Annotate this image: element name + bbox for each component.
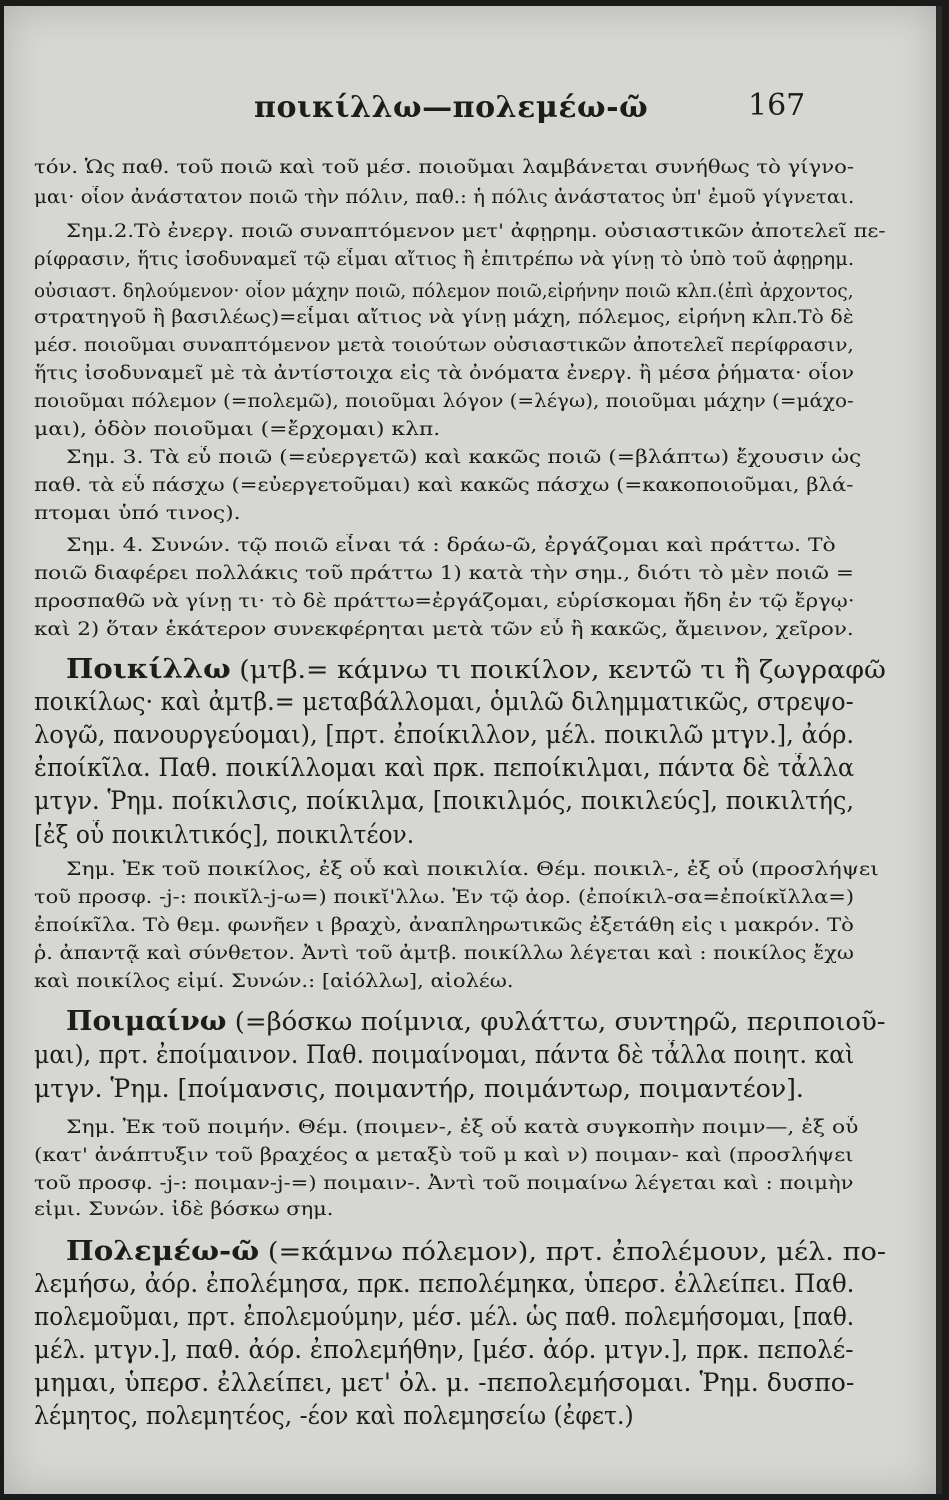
text-line: Σημ. 3. Τὰ εὖ ποιῶ (=εὐεργετῶ) καὶ κακῶς ποιῶ (=βλάπτω) ἔχουσιν ὡς — [66, 446, 862, 468]
dictionary-page — [4, 6, 942, 1494]
text-line: μαι· οἷον ἀνάστατον ποιῶ τὴν πόλιν, παθ.: ἡ πόλις ἀνάστατος ὑπ' ἐμοῦ γίγνεται. — [34, 186, 855, 208]
text-line: ποικίλως· καὶ ἀμτβ.= μεταβάλλομαι, ὁμιλῶ διλημματικῶς, στρεψο- — [34, 687, 854, 716]
entry-definition: (=βόσκω ποίμνια, φυλάττω, συντηρῶ, περιποιοῦ- — [226, 1007, 886, 1036]
text-line — [66, 1236, 886, 1267]
text-line: [ἐξ οὗ ποικιλτικός], ποικιλτέον. — [34, 820, 415, 849]
text-line: μαι), πρτ. ἐποίμαινον. Παθ. ποιμαίνομαι, πάντα δὲ τἆλλα ποιητ. καὶ — [34, 1040, 855, 1069]
text-line: οὐσιαστ. δηλούμενον· οἷον μάχην ποιῶ, πόλεμον ποιῶ,εἰρήνην ποιῶ κλπ.(ἐπὶ ἀρχοντος, — [34, 280, 854, 302]
text-line: τοῦ προσφ. -j-: ποικῐλ-j-ω=) ποικῐ'λλω. Ἐν τῷ ἀορ. (ἐποίκιλ-σα=ἐποίκῐλλα=) — [34, 886, 855, 908]
entry-headword: Ποιμαίνω — [66, 1006, 227, 1037]
text-line: μημαι, ὑπερσ. ἐλλείπει, μετ' ὀλ. μ. -πεπολεμήσομαι. Ῥημ. δυσπο- — [34, 1368, 855, 1397]
text-line: Σημ. 4. Συνών. τῷ ποιῶ εἶναι τά : δράω-ῶ, ἐργάζομαι καὶ πράττω. Τὸ — [66, 534, 836, 556]
text-line: (κατ' ἀνάπτυξιν τοῦ βραχέος α μεταξὺ τοῦ μ καὶ ν) ποιμαν- καὶ (προσλήψει — [34, 1144, 854, 1166]
page-number: 167 — [748, 88, 806, 123]
text-line: μέλ. μτγν.], παθ. ἀόρ. ἐπολεμήθην, [μέσ. ἀόρ. μτγν.], πρκ. πεπολέ- — [34, 1335, 854, 1364]
text-line: ἐποίκῖλα. Τὸ θεμ. φωνῆεν ι βραχὺ, ἀναπληρωτικῶς ἐξετάθη εἰς ι μακρόν. Τὸ — [34, 914, 854, 936]
text-line: πολεμοῦμαι, πρτ. ἐπολεμούμην, μέσ. μέλ. ὡς παθ. πολεμήσομαι, [παθ. — [34, 1302, 855, 1331]
text-line: πτομαι ὑπό τινος). — [34, 502, 241, 524]
text-line: λέμητος, πολεμητέος, -έον καὶ πολεμησείω (ἐφετ.) — [34, 1401, 634, 1430]
text-line: Σημ. Ἐκ τοῦ ποιμήν. Θέμ. (ποιμεν-, ἐξ οὗ κατὰ συγκοπὴν ποιμν—, ἐξ οὗ — [66, 1116, 859, 1138]
text-line: ἐποίκῖλα. Παθ. ποικίλλομαι καὶ πρκ. πεποίκιλμαι, πάντα δὲ τἆλλα — [34, 753, 855, 782]
text-line: ρίφρασιν, ἥτις ἰσοδυναμεῖ τῷ εἶμαι αἴτιος ἢ ἐπιτρέπω νὰ γίνῃ τὸ ὑπὸ τοῦ ἀφῃρημ. — [34, 248, 855, 270]
text-line: ποιῶ διαφέρει πολλάκις τοῦ πράττω 1) κατὰ τὴν σημ., διότι τὸ μὲν ποιῶ = — [34, 562, 854, 584]
text-line: Σημ.2.Τὸ ἐνεργ. ποιῶ συναπτόμενον μετ' ἀφῃρημ. οὐσιαστικῶν ἀποτελεῖ πε- — [66, 220, 886, 242]
text-line: ῥ. ἀπαντᾷ καὶ σύνθετον. Ἀντὶ τοῦ ἀμτβ. ποικίλλω λέγεται καὶ : ποικίλος ἔχω — [34, 942, 854, 964]
text-line: καὶ 2) ὅταν ἑκάτερον συνεκφέρηται μετὰ τῶν εὖ ἢ κακῶς, ἄμεινον, χεῖρον. — [34, 618, 854, 640]
text-line: Σημ. Ἐκ τοῦ ποικίλος, ἐξ οὗ καὶ ποικιλία. Θέμ. ποικιλ-, ἐξ οὗ (προσλήψει — [66, 858, 879, 880]
text-line — [66, 654, 886, 685]
text-line: ποιοῦμαι πόλεμον (=πολεμῶ), ποιοῦμαι λόγον (=λέγω), ποιοῦμαι μάχην (=μάχο- — [34, 390, 854, 412]
text-line: ἥτις ἰσοδυναμεῖ μὲ τὰ ἀντίστοιχα εἰς τὰ ὀνόματα ἐνεργ. ἢ μέσα ῥήματα· οἷον — [34, 362, 855, 384]
text-line — [66, 1006, 886, 1037]
running-header: ποικίλλω—πολεμέω-ῶ — [254, 90, 649, 125]
text-line: μτγν. Ῥημ. ποίκιλσις, ποίκιλμα, [ποικιλμός, ποικιλεύς], ποικιλτής, — [34, 786, 855, 815]
text-line: μτγν. Ῥημ. [ποίμανσις, ποιμαντήρ, ποιμάντωρ, ποιμαντέον]. — [34, 1074, 804, 1103]
text-line: εἰμι. Συνών. ἰδὲ βόσκω σημ. — [34, 1198, 334, 1220]
text-line: λεμήσω, ἀόρ. ἐπολέμησα, πρκ. πεπολέμηκα, ὑπερσ. ἐλλείπει. Παθ. — [34, 1269, 855, 1298]
entry-definition: (μτβ.= κάμνω τι ποικίλον, κεντῶ τι ἢ ζωγραφῶ — [230, 655, 886, 684]
text-line: λογῶ, πανουργεύομαι), [πρτ. ἐποίκιλλον, μέλ. ποικιλῶ μτγν.], ἀόρ. — [34, 720, 855, 749]
text-line: τοῦ προσφ. -j-: ποιμαν-j-=) ποιμαιν-. Ἀντὶ τοῦ ποιμαίνω λέγεται καὶ : ποιμὴν — [34, 1172, 854, 1194]
text-line: τόν. Ὡς παθ. τοῦ ποιῶ καὶ τοῦ μέσ. ποιοῦμαι λαμβάνεται συνήθως τὸ γίγνο- — [34, 156, 854, 178]
text-line: μέσ. ποιοῦμαι συναπτόμενον μετὰ τοιούτων οὐσιαστικῶν ἀποτελεῖ περίφρασιν, — [34, 334, 854, 356]
text-line: παθ. τὰ εὖ πάσχω (=εὐεργετοῦμαι) καὶ κακῶς πάσχω (=κακοποιοῦμαι, βλά- — [34, 474, 854, 496]
text-line: μαι), ὁδὸν ποιοῦμαι (=ἔρχομαι) κλπ. — [34, 418, 441, 440]
text-line: στρατηγοῦ ἢ βασιλέως)=εἶμαι αἴτιος νὰ γίνῃ μάχη, πόλεμος, εἰρήνη κλπ.Τὸ δὲ — [34, 306, 854, 328]
entry-definition: (=κάμνω πόλεμον), πρτ. ἐπολέμουν, μέλ. πο- — [259, 1237, 887, 1266]
entry-headword: Πολεμέω-ῶ — [66, 1236, 260, 1267]
text-line: προσπαθῶ νὰ γίνῃ τι· τὸ δὲ πράττω=ἐργάζομαι, εὑρίσκομαι ἤδη ἐν τῷ ἔργῳ· — [34, 590, 855, 612]
entry-headword: Ποικίλλω — [66, 654, 231, 685]
text-line: καὶ ποικίλος εἰμί. Συνών.: [αἰόλλω], αἰολέω. — [34, 970, 514, 992]
